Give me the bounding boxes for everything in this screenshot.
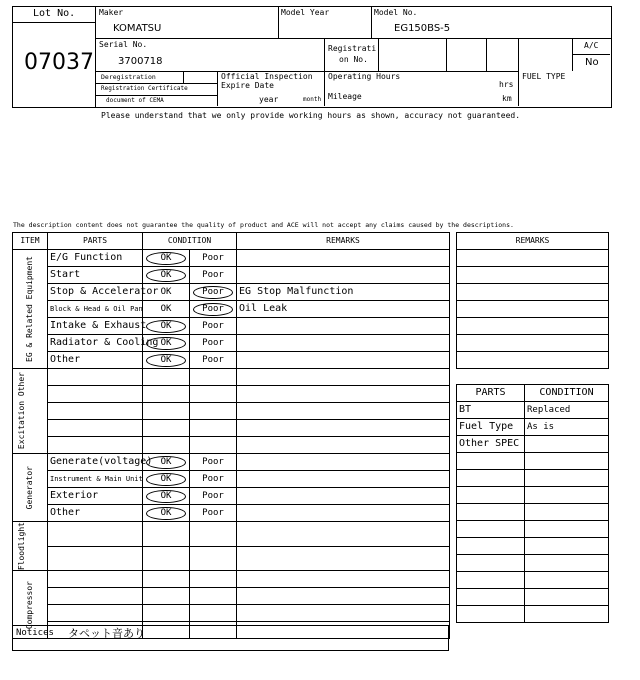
ok-mark: OK — [146, 456, 186, 469]
condition-ok — [143, 318, 190, 335]
condition-ok — [143, 454, 190, 471]
inspection-row — [13, 335, 450, 352]
condition-poor — [190, 488, 237, 505]
maker-value: KOMATSU — [113, 23, 162, 34]
inspection-row — [13, 284, 450, 301]
spec-part: Other SPEC — [457, 436, 525, 453]
deregistration-label: Deregistration — [101, 73, 156, 81]
spec-part — [457, 538, 525, 555]
model-no-label: Model No. — [374, 8, 418, 17]
poor-mark: Poor — [202, 321, 224, 331]
poor-mark: Poor — [202, 270, 224, 280]
condition-ok — [143, 488, 190, 505]
condition-ok — [143, 505, 190, 522]
registration-label: Registrati — [328, 44, 377, 53]
model-year-label: Model Year — [281, 8, 330, 17]
fuel-type-label: FUEL TYPE — [522, 72, 566, 81]
part-name — [48, 605, 143, 622]
condition-poor — [190, 335, 237, 352]
condition-ok — [143, 471, 190, 488]
part-name — [48, 522, 143, 547]
maker-label: Maker — [99, 8, 124, 17]
remark — [237, 437, 450, 454]
poor-mark: Poor — [202, 338, 224, 348]
side-remark-row — [457, 250, 609, 267]
remark — [237, 454, 450, 471]
inspection-label-2: Expire Date — [221, 81, 274, 90]
inspection-row — [13, 403, 450, 420]
inspection-row — [13, 369, 450, 386]
serial-no-value: 3700718 — [118, 56, 163, 67]
remark — [237, 335, 450, 352]
part-name: Generate(voltage) — [48, 454, 143, 471]
condition-col-header: CONDITION — [525, 385, 609, 402]
side-remark-row — [457, 318, 609, 335]
spec-condition — [525, 521, 609, 538]
condition-poor — [190, 250, 237, 267]
section-label-cell — [13, 522, 48, 571]
model-no-value: EG150BS-5 — [394, 23, 451, 34]
description-notice: The description content does not guarantee the quality of product and ACE will not accept any claims caused by the descriptions. — [13, 221, 514, 229]
section-label: Generator — [24, 465, 34, 510]
remark — [237, 546, 450, 571]
condition-ok — [143, 571, 190, 588]
section-label: Compressor — [24, 580, 34, 629]
col-item: ITEM — [13, 233, 48, 250]
notices-text: タペット音あり — [68, 627, 145, 640]
spec-condition — [525, 470, 609, 487]
condition-poor — [190, 454, 237, 471]
remark — [237, 488, 450, 505]
side-remark-row — [457, 335, 609, 352]
lot-no-value: 07037 — [24, 50, 94, 75]
ok-mark: OK — [146, 490, 186, 503]
side-remarks-header: REMARKS — [457, 233, 609, 250]
side-remark-row — [457, 267, 609, 284]
notices-label: Notices — [16, 628, 54, 638]
part-name — [48, 546, 143, 571]
ac-label: A/C — [584, 41, 599, 50]
remark — [237, 386, 450, 403]
remark — [237, 369, 450, 386]
condition-poor — [190, 318, 237, 335]
spec-condition — [525, 538, 609, 555]
inspection-row — [13, 386, 450, 403]
poor-mark: Poor — [202, 491, 224, 501]
part-name — [48, 571, 143, 588]
condition-ok — [143, 546, 190, 571]
spec-condition: Replaced — [525, 402, 609, 419]
inspection-row — [13, 588, 450, 605]
part-name: Intake & Exhaust — [48, 318, 143, 335]
registration-label-2: on No. — [339, 55, 368, 64]
side-remarks-table — [456, 232, 609, 369]
condition-poor — [190, 605, 237, 622]
spec-part: Fuel Type — [457, 419, 525, 436]
spec-part — [457, 589, 525, 606]
remark — [237, 420, 450, 437]
spec-part — [457, 487, 525, 504]
condition-ok — [143, 588, 190, 605]
poor-mark: Poor — [202, 508, 224, 518]
spec-condition — [525, 572, 609, 589]
condition-poor — [190, 471, 237, 488]
inspection-row — [13, 352, 450, 369]
remark — [237, 250, 450, 267]
condition-ok — [143, 369, 190, 386]
condition-poor — [190, 522, 237, 547]
condition-poor — [190, 301, 237, 318]
parts-col-header: PARTS — [457, 385, 525, 402]
condition-ok — [143, 403, 190, 420]
remark — [237, 471, 450, 488]
inspection-row — [13, 488, 450, 505]
inspection-row — [13, 437, 450, 454]
condition-ok — [143, 386, 190, 403]
disclaimer-text: Please understand that we only provide working hours as shown, accuracy not guaranteed. — [101, 111, 521, 120]
condition-ok — [143, 250, 190, 267]
col-condition: CONDITION — [143, 233, 237, 250]
part-name: Other — [48, 505, 143, 522]
poor-mark: Poor — [202, 253, 224, 263]
hrs-label: hrs — [499, 80, 514, 89]
operating-hours-label: Operating Hours — [328, 72, 401, 81]
inspection-row — [13, 522, 450, 547]
spec-part — [457, 521, 525, 538]
condition-poor — [190, 420, 237, 437]
lot-no-label: Lot No. — [33, 8, 76, 19]
ok-mark: OK — [146, 269, 186, 282]
inspection-row — [13, 605, 450, 622]
spec-part — [457, 555, 525, 572]
remark — [237, 571, 450, 588]
inspection-row — [13, 318, 450, 335]
condition-poor — [190, 571, 237, 588]
remark — [237, 605, 450, 622]
poor-mark: Poor — [193, 303, 233, 316]
spec-condition — [525, 487, 609, 504]
part-name: Other — [48, 352, 143, 369]
part-name — [48, 403, 143, 420]
remark — [237, 318, 450, 335]
condition-ok — [143, 267, 190, 284]
part-name: Instrument & Main Unit — [48, 471, 143, 488]
remark — [237, 588, 450, 605]
spec-part — [457, 470, 525, 487]
part-name — [48, 420, 143, 437]
part-name: Start — [48, 267, 143, 284]
section-label-cell — [13, 454, 48, 522]
condition-ok — [143, 522, 190, 547]
inspection-row — [13, 571, 450, 588]
year-label: year — [259, 95, 279, 104]
condition-ok — [143, 420, 190, 437]
spec-condition — [525, 504, 609, 521]
ok-mark: OK — [146, 320, 186, 333]
col-remarks: REMARKS — [237, 233, 450, 250]
month-label: month — [303, 96, 322, 103]
spec-condition — [525, 436, 609, 453]
inspection-row — [13, 454, 450, 471]
part-name: Block & Head & Oil Pan — [48, 301, 143, 318]
condition-ok — [143, 335, 190, 352]
part-name: Stop & Accelerator — [48, 284, 143, 301]
condition-ok — [143, 301, 190, 318]
inspection-row — [13, 505, 450, 522]
ok-mark: OK — [146, 337, 186, 350]
inspection-table — [12, 232, 450, 639]
condition-poor — [190, 403, 237, 420]
spec-condition — [525, 606, 609, 623]
remark — [237, 403, 450, 420]
spec-condition: As is — [525, 419, 609, 436]
inspection-row — [13, 546, 450, 571]
section-label: Excitation Other — [17, 372, 26, 450]
condition-ok — [143, 352, 190, 369]
side-remark-row — [457, 301, 609, 318]
condition-poor — [190, 588, 237, 605]
spec-part — [457, 453, 525, 470]
condition-ok — [143, 605, 190, 622]
ok-mark: OK — [146, 507, 186, 520]
condition-poor — [190, 386, 237, 403]
poor-mark: Poor — [202, 457, 224, 467]
km-label: km — [502, 94, 512, 103]
part-name — [48, 588, 143, 605]
section-label-cell — [13, 250, 48, 369]
spec-part: BT — [457, 402, 525, 419]
section-label: Floodlight — [17, 522, 26, 571]
inspection-row — [13, 420, 450, 437]
inspection-row — [13, 301, 450, 318]
inspection-row — [13, 267, 450, 284]
condition-poor — [190, 369, 237, 386]
condition-poor — [190, 284, 237, 301]
mileage-label: Mileage — [328, 92, 362, 101]
remark — [237, 352, 450, 369]
condition-poor — [190, 267, 237, 284]
condition-poor — [190, 546, 237, 571]
condition-ok — [143, 437, 190, 454]
notices-box — [12, 625, 449, 651]
inspection-row — [13, 471, 450, 488]
spec-part — [457, 504, 525, 521]
inspection-row — [13, 250, 450, 267]
parts-condition-table — [456, 384, 609, 623]
remark — [237, 505, 450, 522]
col-parts: PARTS — [48, 233, 143, 250]
remark — [237, 267, 450, 284]
spec-condition — [525, 589, 609, 606]
part-name — [48, 369, 143, 386]
ok-mark: OK — [146, 354, 186, 367]
condition-poor — [190, 505, 237, 522]
spec-condition — [525, 555, 609, 572]
ok-mark: OK — [160, 287, 172, 297]
poor-mark: Poor — [193, 286, 233, 299]
poor-mark: Poor — [202, 355, 224, 365]
remark: EG Stop Malfunction — [237, 284, 450, 301]
part-name: E/G Function — [48, 250, 143, 267]
remark: Oil Leak — [237, 301, 450, 318]
spec-part — [457, 572, 525, 589]
remark — [237, 522, 450, 547]
poor-mark: Poor — [202, 474, 224, 484]
side-remark-row — [457, 352, 609, 369]
inspection-table-header — [13, 233, 450, 250]
ok-mark: OK — [160, 304, 172, 314]
ok-mark: OK — [146, 473, 186, 486]
part-name — [48, 386, 143, 403]
ac-value: No — [585, 57, 599, 68]
document-cema-label: document of CEMA — [106, 97, 164, 104]
condition-poor — [190, 437, 237, 454]
registration-certificate-label: Registration Certificate — [101, 85, 188, 92]
part-name — [48, 437, 143, 454]
section-label: EG & Related Equipment — [24, 256, 34, 362]
part-name: Exterior — [48, 488, 143, 505]
spec-condition — [525, 453, 609, 470]
spec-part — [457, 606, 525, 623]
section-label-cell — [13, 369, 48, 454]
inspection-label: Official Inspection — [221, 72, 313, 81]
side-remark-row — [457, 284, 609, 301]
part-name: Radiator & Cooling — [48, 335, 143, 352]
condition-poor — [190, 352, 237, 369]
ok-mark: OK — [146, 252, 186, 265]
serial-no-label: Serial No. — [99, 40, 148, 49]
